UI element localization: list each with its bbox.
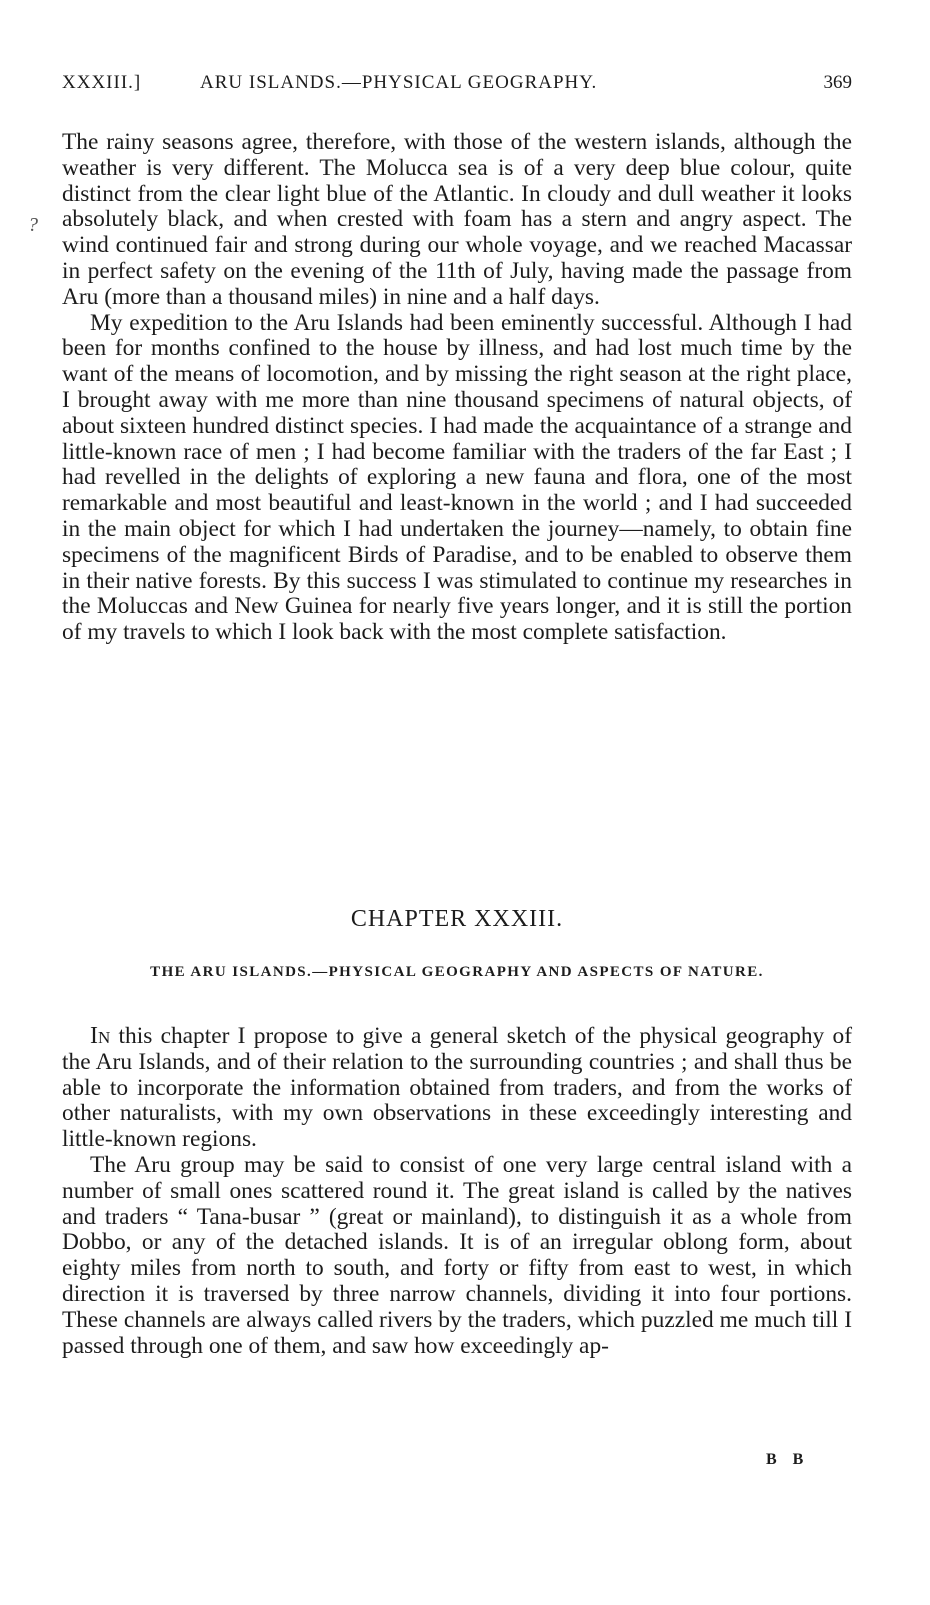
opening-word: In [90, 1023, 111, 1049]
paragraph-chapter-intro-text: this chapter I propose to give a general sketch of the physical geography of the Aru Islands, and of their relation to the surrounding countries ; and shall thus be able to incorporate the information obtained from traders, and from the works of other naturalists, with my own observations in these exceedingly interesting and little-known regions. [62, 1023, 852, 1153]
chapter-heading: CHAPTER XXXIII. [350, 906, 564, 932]
signature-mark: B B [766, 1451, 810, 1468]
paragraph-chapter-intro [62, 1024, 852, 1153]
paragraph-rainy-seasons: The rainy seasons agree, therefore, with those of the western islands, although the weather is very different. The Molucca sea is of a very deep blue colour, quite distinct from the clear light blue of the Atlantic. In cloudy and dull weather it looks absolutely black, and when crested with foam has a stern and angry aspect. The wind continued fair and strong during our whole voyage, and we reached Macassar in perfect safety on the evening of the 11th of July, having made the passage from Aru (more than a thousand miles) in nine and a half days. [62, 129, 852, 310]
chapter-subtitle: THE ARU ISLANDS.—PHYSICAL GEOGRAPHY AND ASPECTS OF NATURE. [150, 964, 764, 980]
running-head-chapter: XXXIII.] [62, 72, 142, 93]
text-block-top [62, 130, 852, 646]
paragraph-aru-group: The Aru group may be said to consist of one very large central island with a number of small ones scattered round it. The great island is called by the natives and traders “ Tana-busar ” (great or mainland), to distinguish it as a whole from Dobbo, or any of the detached islands. It is of an irregular oblong form, about eighty miles from north to south, and forty or fifty from east to west, in which direction it is traversed by three narrow channels, dividing it into four portions. These channels are always called rivers by the traders, which puzzled me much till I passed through one of them, and saw how exceedingly ap- [62, 1151, 852, 1359]
running-head [62, 72, 852, 102]
margin-query-mark: ? [28, 214, 38, 236]
text-block-bottom [62, 1024, 852, 1359]
running-head-title: ARU ISLANDS.—PHYSICAL GEOGRAPHY. [200, 72, 598, 93]
page-number: 369 [823, 72, 852, 93]
paragraph-expedition-summary: My expedition to the Aru Islands had been eminently successful. Although I had been for months confined to the house by illness, and had lost much time by the want of the means of locomotion, and by missing the right season at the right place, I brought away with me more than nine thousand specimens of natural objects, of about sixteen hundred distinct species. I had made the acquaintance of a strange and little-known race of men ; I had become familiar with the traders of the far East ; I had revelled in the delights of exploring a new fauna and flora, one of the most remarkable and most beautiful and least-known in the world ; and I had succeeded in the main object for which I had undertaken the journey—namely, to obtain fine specimens of the magnificent Birds of Paradise, and to be enabled to observe them in their native forests. By this success I was stimulated to continue my researches in the Moluccas and New Guinea for nearly five years longer, and it is still the portion of my travels to which I look back with the most complete satisfaction. [62, 309, 852, 646]
